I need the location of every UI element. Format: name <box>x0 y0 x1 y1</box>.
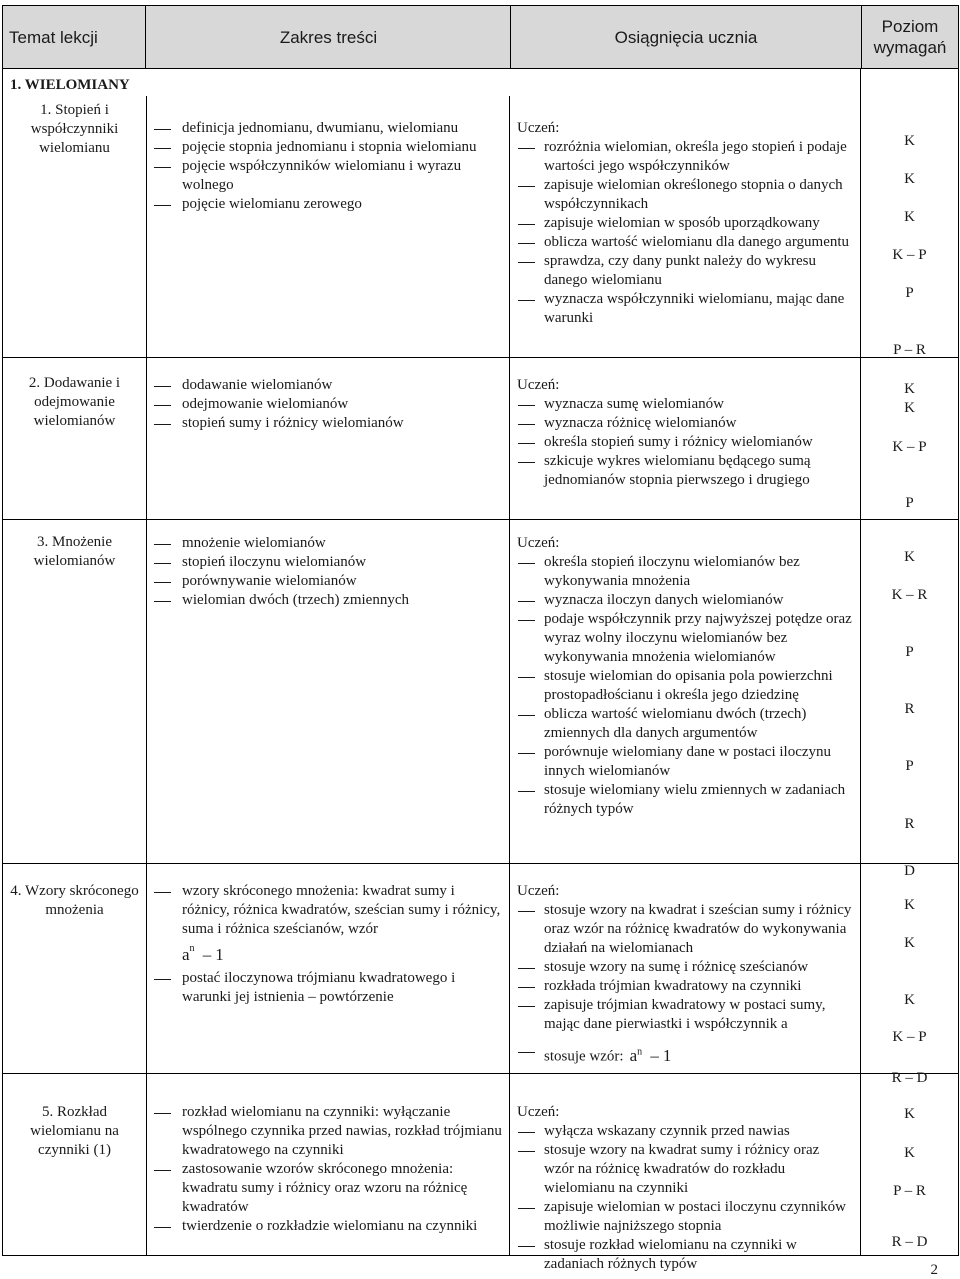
table-body <box>2 96 959 1272</box>
list-item: oblicza wartość wielomianu dla danego argumentu <box>510 233 852 252</box>
table-row <box>2 864 959 1086</box>
achievements-cell <box>510 864 861 1073</box>
student-label: Uczeń: <box>517 1104 560 1120</box>
formula-exponent: n <box>189 943 195 955</box>
level-value: K <box>904 171 915 187</box>
content-scope-cell <box>146 358 510 519</box>
lesson-topic: 3. Mnożenie wielomianów <box>33 534 116 569</box>
achievements-cell <box>510 520 861 863</box>
formula: $a^n - 1$ <box>629 1045 672 1065</box>
header-achievements: Osiągnięcia ucznia <box>511 6 862 68</box>
content-scope-cell <box>146 96 510 357</box>
list-item: wielomian dwóch (trzech) zmiennych <box>146 591 503 610</box>
list-item: podaje współczynnik przy najwyższej potędze oraz wyraz wolny iloczynu wielomianów bez wykonywania mnożenia wielomianów <box>510 610 852 667</box>
list-item: zapisuje wielomian określonego stopnia o danych współczynnikach <box>510 176 852 214</box>
lesson-topic-cell <box>2 1074 147 1255</box>
table-row <box>2 1074 959 1272</box>
list-item: zapisuje trójmian kwadratowy w postaci sumy, mając dane pierwiastki i współczynnik a <box>510 996 852 1034</box>
level-value: R <box>904 701 915 717</box>
student-label: Uczeń: <box>517 377 560 393</box>
level-cell <box>861 96 959 357</box>
list-item: wyznacza różnicę wielomianów <box>510 414 852 433</box>
list-item: stopień iloczynu wielomianów <box>146 553 503 572</box>
formula-base: a <box>629 1045 638 1065</box>
level-value: K – R <box>891 587 928 603</box>
level-value: K <box>904 133 915 149</box>
list-item: stosuje wzory na kwadrat i sześcian sumy i różnicy oraz wzór na różnicę kwadratów do wykonywania działań na wielomianach <box>510 901 852 958</box>
lesson-topic-cell <box>2 358 147 519</box>
formula-exponent: n <box>637 1046 643 1057</box>
list-item: szkicuje wykres wielomianu będącego sumą jednomianów stopnia pierwszego i drugiego <box>510 452 852 490</box>
list-item: rozróżnia wielomian, określa jego stopień i podaje wartości jego współczynników <box>510 138 852 176</box>
list-item: oblicza wartość wielomianu dwóch (trzech) zmiennych dla danych argumentów <box>510 705 852 743</box>
list-item: stosuje rozkład wielomianu na czynniki w zadaniach różnych typów <box>510 1236 852 1274</box>
level-value: K – P <box>892 1029 927 1045</box>
achievements-cell <box>510 1074 861 1272</box>
list-item: wzory skróconego mnożenia: kwadrat sumy i różnicy, różnica kwadratów, sześcian sumy i różnicy, suma i różnica sześcianów, wzór <box>146 882 503 939</box>
formula-base: a <box>182 945 190 964</box>
level-value: R <box>904 816 915 832</box>
header-lesson-topic: Temat lekcji <box>3 6 146 68</box>
level-cell <box>861 358 959 519</box>
list-item: porównywanie wielomianów <box>146 572 503 591</box>
level-value: P – R <box>893 1183 926 1199</box>
list-item: stopień sumy i różnicy wielomianów <box>146 414 503 433</box>
list-item: wyznacza iloczyn danych wielomianów <box>510 591 852 610</box>
level-value: P – R <box>893 342 926 358</box>
formula-constant: 1 <box>215 945 224 964</box>
header-content-scope: Zakres treści <box>147 6 511 68</box>
list-item: wyznacza współczynniki wielomianu, mając dane warunki <box>510 290 852 328</box>
list-item: rozkład wielomianu na czynniki: wyłączanie wspólnego czynnika przed nawias, rozkład trójmianu kwadratowego na czynniki <box>146 1103 503 1160</box>
table-row <box>2 358 959 520</box>
section-row <box>2 69 959 96</box>
student-label: Uczeń: <box>517 120 560 136</box>
lesson-topic: 1. Stopień i współczynniki wielomianu <box>30 102 119 156</box>
list-item: zastosowanie wzorów skróconego mnożenia: kwadratu sumy i różnicy oraz wzoru na różnicę kwadratów <box>146 1160 503 1217</box>
section-title: 1. WIELOMIANY <box>10 77 130 93</box>
header-requirement-level: Poziom wymagań <box>873 17 947 57</box>
list-item: pojęcie wielomianu zerowego <box>146 195 503 214</box>
formula-constant: 1 <box>662 1045 672 1065</box>
list-item: postać iloczynowa trójmianu kwadratowego i warunki jej istnienia – powtórzenie <box>146 969 503 1007</box>
table-row <box>2 96 959 358</box>
level-value: K <box>904 381 915 397</box>
level-value: P <box>905 495 914 511</box>
lesson-topic-cell <box>2 864 147 1073</box>
list-item: stosuje wzory na kwadrat sumy i różnicy oraz wzór na różnicę kwadratów do rozkładu wielomianu na czynniki <box>510 1141 852 1198</box>
lesson-topic: 4. Wzory skróconego mnożenia <box>10 883 139 918</box>
lesson-topic: 5. Rozkład wielomianu na czynniki (1) <box>30 1104 119 1158</box>
lesson-topic-cell <box>2 520 147 863</box>
level-value: K – P <box>892 247 927 263</box>
content-scope-cell <box>146 520 510 863</box>
level-value: P <box>905 758 914 774</box>
level-value: K <box>904 897 915 913</box>
table-row <box>2 520 959 879</box>
list-item: definicja jednomianu, dwumianu, wielomianu <box>146 119 503 138</box>
list-item: wyłącza wskazany czynnik przed nawias <box>510 1122 852 1141</box>
content-scope-cell <box>146 864 510 1073</box>
level-value: P <box>905 644 914 660</box>
student-label: Uczeń: <box>517 883 560 899</box>
achievements-cell <box>510 358 861 519</box>
level-value: K <box>904 1106 915 1122</box>
level-value: R – D <box>891 1070 928 1086</box>
level-value: K <box>904 549 915 565</box>
list-item: pojęcie współczynników wielomianu i wyrazu wolnego <box>146 157 503 195</box>
level-cell <box>861 520 959 879</box>
list-item: stosuje wielomian do opisania pola powierzchni prostopadłościanu i określa jego dziedzinę <box>510 667 852 705</box>
list-item: rozkłada trójmian kwadratowy na czynniki <box>510 977 852 996</box>
table-header <box>2 5 959 69</box>
content-scope-cell <box>146 1074 510 1255</box>
list-item: odejmowanie wielomianów <box>146 395 503 414</box>
page-number: 2 <box>930 1262 938 1278</box>
level-cell <box>861 864 959 1086</box>
list-item: stosuje wielomiany wielu zmiennych w zadaniach różnych typów <box>510 781 852 819</box>
list-item: zapisuje wielomian w postaci iloczynu czynników możliwie najniższego stopnia <box>510 1198 852 1236</box>
lesson-topic: 2. Dodawanie i odejmowanie wielomianów <box>28 375 121 429</box>
level-value: D <box>904 863 915 879</box>
list-item: twierdzenie o rozkładzie wielomianu na czynniki <box>146 1217 503 1236</box>
level-value: K <box>904 992 915 1008</box>
list-item: pojęcie stopnia jednomianu i stopnia wielomianu <box>146 138 503 157</box>
list-item: sprawdza, czy dany punkt należy do wykresu danego wielomianu <box>510 252 852 290</box>
lesson-topic-cell <box>2 96 147 357</box>
list-item: stosuje wzór: $a^n - 1$ <box>510 1042 852 1067</box>
list-item: określa stopień iloczynu wielomianów bez wykonywania mnożenia <box>510 553 852 591</box>
list-item: stosuje wzory na sumę i różnicę sześcianów <box>510 958 852 977</box>
list-item: wyznacza sumę wielomianów <box>510 395 852 414</box>
level-value: P <box>905 285 914 301</box>
level-cell <box>861 1074 959 1255</box>
level-value: K <box>904 935 915 951</box>
level-value: R – D <box>891 1234 928 1250</box>
list-item: mnożenie wielomianów <box>146 534 503 553</box>
formula: $a^n - 1$ <box>182 943 224 964</box>
level-value: K <box>904 209 915 225</box>
achievements-cell <box>510 96 861 357</box>
level-value: K <box>904 400 915 416</box>
list-item: zapisuje wielomian w sposób uporządkowany <box>510 214 852 233</box>
student-label: Uczeń: <box>517 535 560 551</box>
list-item: porównuje wielomiany dane w postaci iloczynu innych wielomianów <box>510 743 852 781</box>
level-value: K <box>904 1145 915 1161</box>
list-item: dodawanie wielomianów <box>146 376 503 395</box>
level-value: K – P <box>892 439 927 455</box>
list-item: określa stopień sumy i różnicy wielomianów <box>510 433 852 452</box>
